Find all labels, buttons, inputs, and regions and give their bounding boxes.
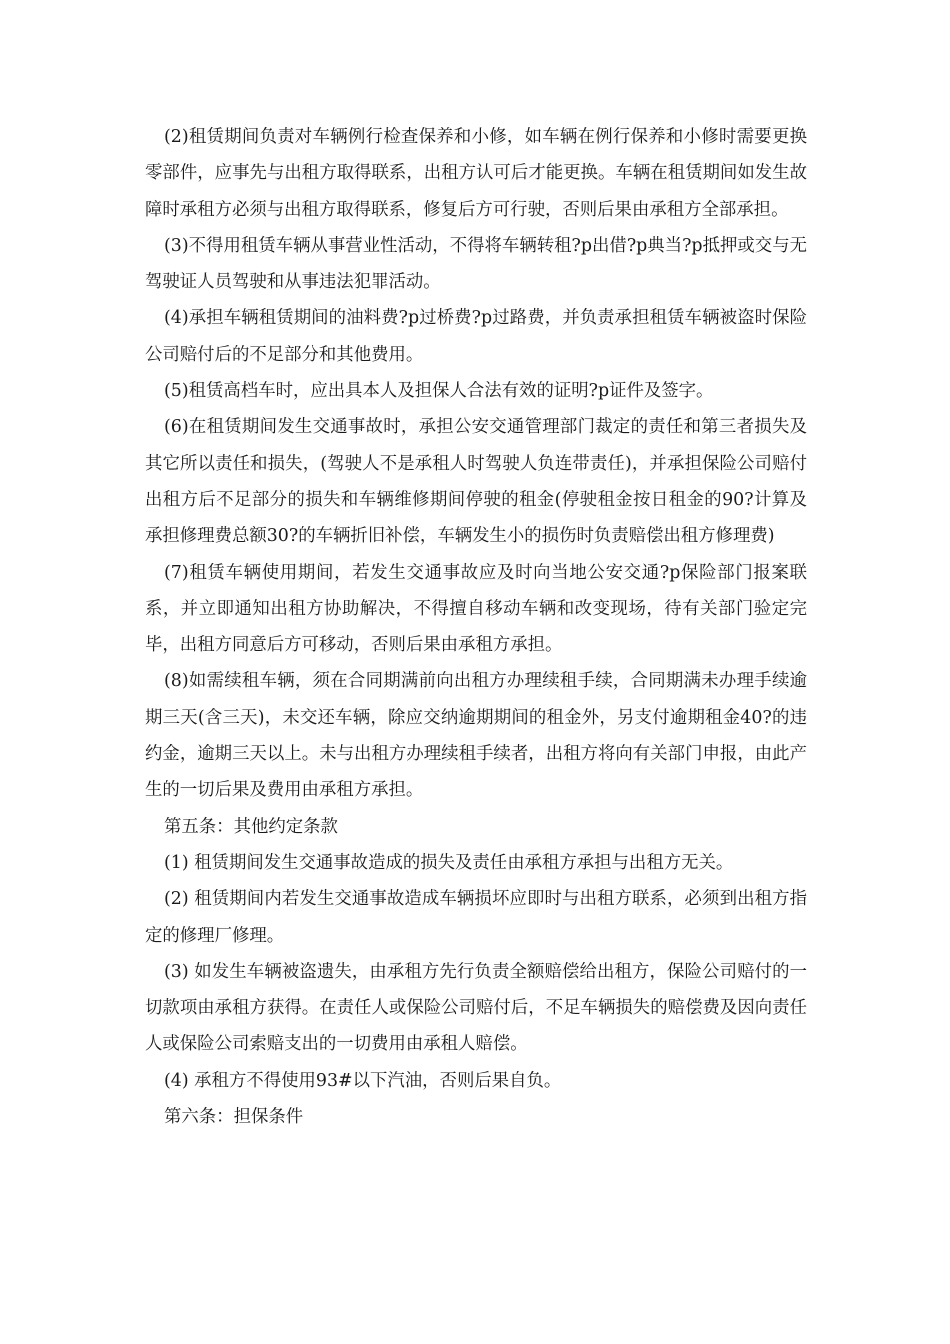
article-5-item-4: (4) 承租方不得使用93#以下汽油，否则后果自负。 [164,1070,562,1091]
clause-7-accident-reporting: (7)租赁车辆使用期间，若发生交通事故应及时向当地公安交通?p保险部门报案联系，并立即通知出租方协助解决，不得擅自移动车辆和改变现场，待有关部门验定完毕，出租方同意后方可移动，否则后果由承租方承担。 [145,562,807,656]
article-5-item-3: (3) 如发生车辆被盗遗失，由承租方先行负责全额赔偿给出租方，保险公司赔付的一切款项由承租方获得。在责任人或保险公司赔付后，不足车辆损失的赔偿费及因向责任人或保险公司索赔支出的一切费用由承租人赔偿。 [145,961,807,1055]
clause-8-renewal: (8)如需续租车辆，须在合同期满前向出租方办理续租手续，合同期满未办理手续逾期三天(含三天)，未交还车辆，除应交纳逾期期间的租金外，另支付逾期租金40?的违约金，逾期三天以上。未与出租方办理续租手续者，出租方将向有关部门申报，由此产生的一切后果及费用由承租方承担。 [145,671,807,801]
article-6-heading: 第六条：担保条件 [164,1107,304,1128]
document-body [145,119,807,1135]
clause-4-fees: (4)承担车辆租赁期间的油料费?p过桥费?p过路费，并负责承担租赁车辆被盗时保险公司赔付后的不足部分和其他费用。 [145,308,807,365]
clause-2-maintenance: (2)租赁期间负责对车辆例行检查保养和小修，如车辆在例行保养和小修时需要更换零部件，应事先与出租方取得联系，出租方认可后才能更换。车辆在租赁期间如发生故障时承租方必须与出租方取得联系，修复后方可行驶，否则后果由承租方全部承担。 [145,127,807,220]
article-5-item-2: (2) 租赁期间内若发生交通事故造成车辆损坏应即时与出租方联系，必须到出租方指定的修理厂修理。 [145,889,807,946]
clause-6-accident-liability: (6)在租赁期间发生交通事故时，承担公安交通管理部门裁定的责任和第三者损失及其它所以责任和损失，(驾驶人不是承租人时驾驶人负连带责任)，并承担保险公司赔付出租方后不足部分的损失和车辆维修期间停驶的租金(停驶租金按日租金的90?计算及承担修理费总额30?的车辆折旧补偿，车辆发生小的损伤时负责赔偿出租方修理费) [145,417,807,547]
clause-5-luxury-car: (5)租赁高档车时，应出具本人及担保人合法有效的证明?p证件及签字。 [164,381,714,402]
clause-3-prohibited-use: (3)不得用租赁车辆从事营业性活动，不得将车辆转租?p出借?p典当?p抵押或交与无驾驶证人员驾驶和从事违法犯罪活动。 [145,235,807,293]
article-5-heading: 第五条：其他约定条款 [164,816,338,837]
article-5-item-1: (1) 租赁期间发生交通事故造成的损失及责任由承租方承担与出租方无关。 [164,852,734,873]
